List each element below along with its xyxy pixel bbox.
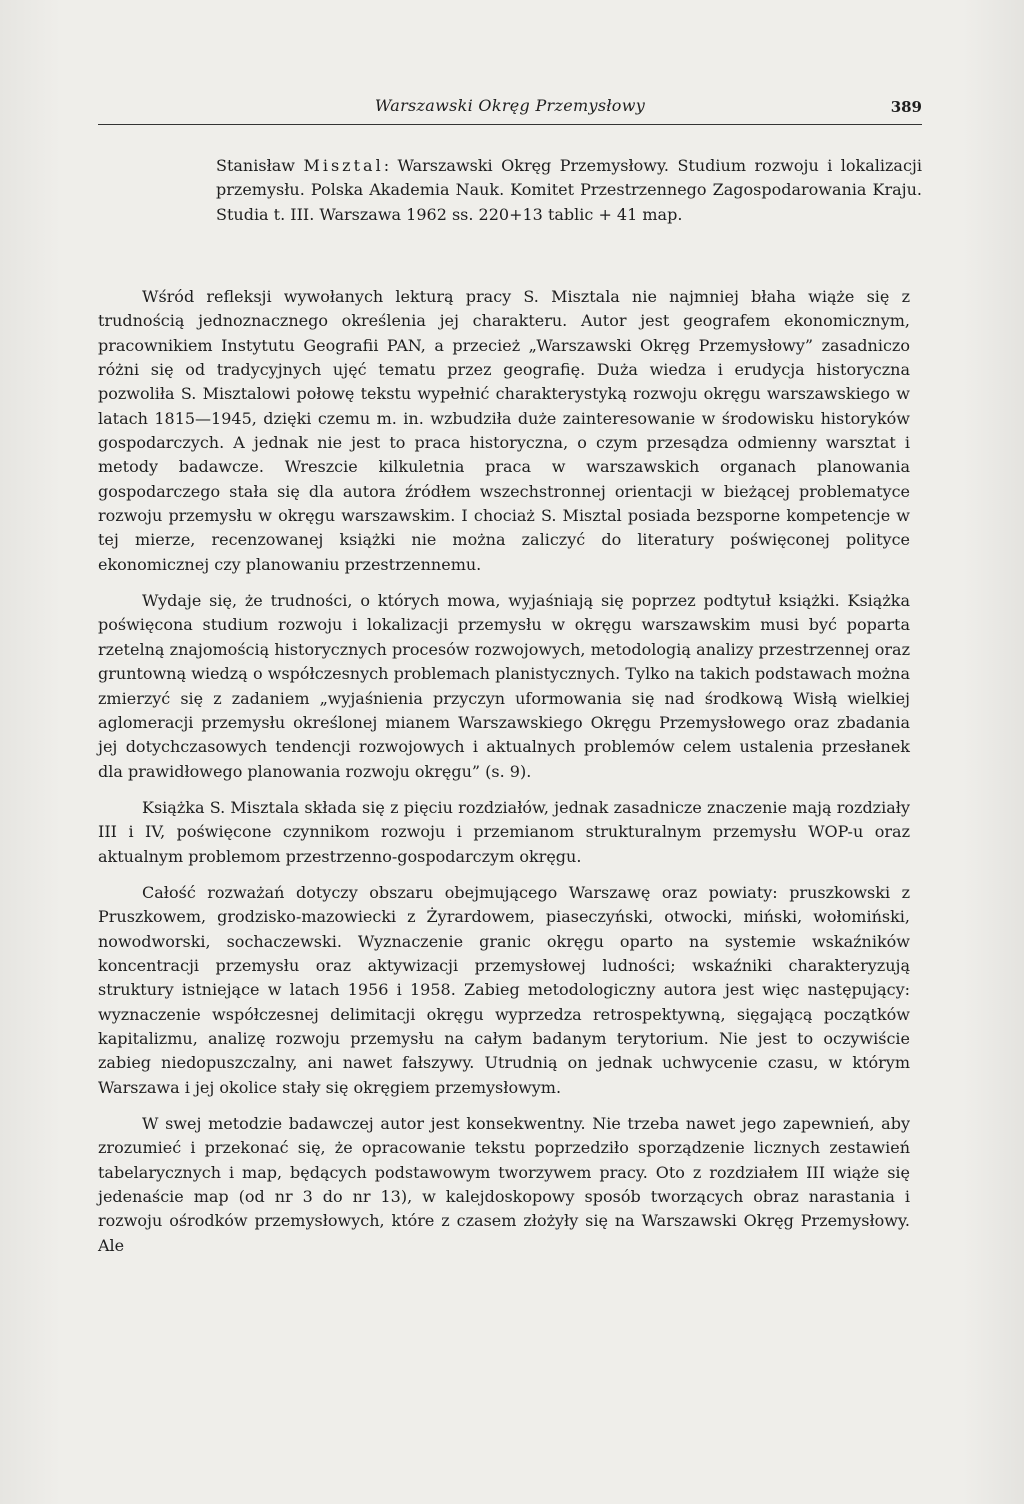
running-title: Warszawski Okręg Przemysłowy: [374, 96, 646, 115]
page-number: 389: [890, 98, 922, 116]
citation-details: : Warszawski Okręg Przemysłowy. Studium rozwoju i lokalizacji przemysłu. Polska Akademia Nauk. Komitet Przestrzennego Zagospodarowania Kraju. Studia t. III. Warszawa 1962 ss. 220+13 tablic + 41 map.: [216, 156, 923, 224]
running-header: [98, 96, 922, 120]
paragraph: Wśród refleksji wywołanych lekturą pracy S. Misztala nie najmniej błaha wiąże się z trudnością jednoznacznego określenia jej charakteru. Autor jest geografem ekonomicznym, pracownikiem Instytutu Geografii PAN, a przecież „Warszawski Okręg Przemysłowy” zasadniczo różni się od tradycyjnych ujęć tematu przez geografię. Duża wiedza i erudycja historyczna pozwoliła S. Misztalowi połowę tekstu wypełnić charakterystyką rozwoju okręgu warszawskiego w latach 1815—1945, dzięki czemu m. in. wzbudziła duże zainteresowanie w środowisku historyków gospodarczych. A jednak nie jest to praca historyczna, o czym przesądza odmienny warsztat i metody badawcze. Wreszcie kilkuletnia praca w warszawskich organach planowania gospodarczego stała się dla autora źródłem wszechstronnej orientacji w bieżącej problematyce rozwoju przemysłu w okręgu warszawskim. I chociaż S. Misztal posiada bezsporne kompetencje w tej mierze, recenzowanej książki nie można zaliczyć do literatury poświęconej polityce ekonomicznej czy planowaniu przestrzennemu.: [98, 287, 910, 574]
review-body: [98, 285, 910, 1270]
paragraph: Wydaje się, że trudności, o których mowa, wyjaśniają się poprzez podtytuł książki. Książka poświęcona studium rozwoju i lokalizacji przemysłu w okręgu warszawskim musi być poparta rzetelną znajomością historycznych procesów rozwojowych, metodologią analizy przestrzennej oraz gruntowną wiedzą o współczesnych problemach planistycznych. Tylko na takich podstawach można zmierzyć się z zadaniem „wyjaśnienia przyczyn uformowania się nad środkową Wisłą wielkiej aglomeracji przemysłu określonej mianem Warszawskiego Okręgu Przemysłowego oraz zbadania jej dotychczasowych tendencji rozwojowych i aktualnych problemów celem ustalenia przesłanek dla prawidłowego planowania rozwoju okręgu” (s. 9).: [98, 591, 910, 781]
paragraph: Książka S. Misztala składa się z pięciu rozdziałów, jednak zasadnicze znaczenie mają rozdziały III i IV, poświęcone czynnikom rozwoju i przemianom strukturalnym przemysłu WOP-u oraz aktualnym problemom przestrzenno-gospodarczym okręgu.: [98, 797, 910, 866]
author-first-name: Stanisław: [216, 156, 295, 175]
bibliographic-citation: [216, 154, 922, 227]
paragraph: W swej metodzie badawczej autor jest konsekwentny. Nie trzeba nawet jego zapewnień, aby zrozumieć i przekonać się, że opracowanie tekstu poprzedziło sporządzenie licznych zestawień tabelarycznych i map, będących podstawowym tworzywem pracy. Oto z rozdziałem III wiąże się jedenaście map (od nr 3 do nr 13), w kalejdoskopowy sposób tworzących obraz narastania i rozwoju ośrodków przemysłowych, które z czasem złożyły się na Warszawski Okręg Przemysłowy. Ale: [98, 1114, 910, 1255]
header-rule: [98, 124, 922, 125]
author-last-name: Misztal: [303, 156, 384, 175]
paragraph: Całość rozważań dotyczy obszaru obejmującego Warszawę oraz powiaty: pruszkowski z Pruszkowem, grodzisko-mazowiecki z Żyrardowem, piaseczyński, otwocki, miński, wołomiński, nowodworski, sochaczewski. Wyznaczenie granic okręgu oparto na systemie wskaźników koncentracji przemysłu oraz aktywizacji przemysłowej ludności; wskaźniki charakteryzują struktury istniejące w latach 1956 i 1958. Zabieg metodologiczny autora jest więc następujący: wyznaczenie współczesnej delimitacji okręgu wyprzedza retrospektywną, sięgającą początków kapitalizmu, analizę rozwoju przemysłu na całym badanym terytorium. Nie jest to oczywiście zabieg niedopuszczalny, ani nawet fałszywy. Utrudnią on jednak uchwycenie czasu, w którym Warszawa i jej okolice stały się okręgiem przemysłowym.: [98, 882, 910, 1097]
